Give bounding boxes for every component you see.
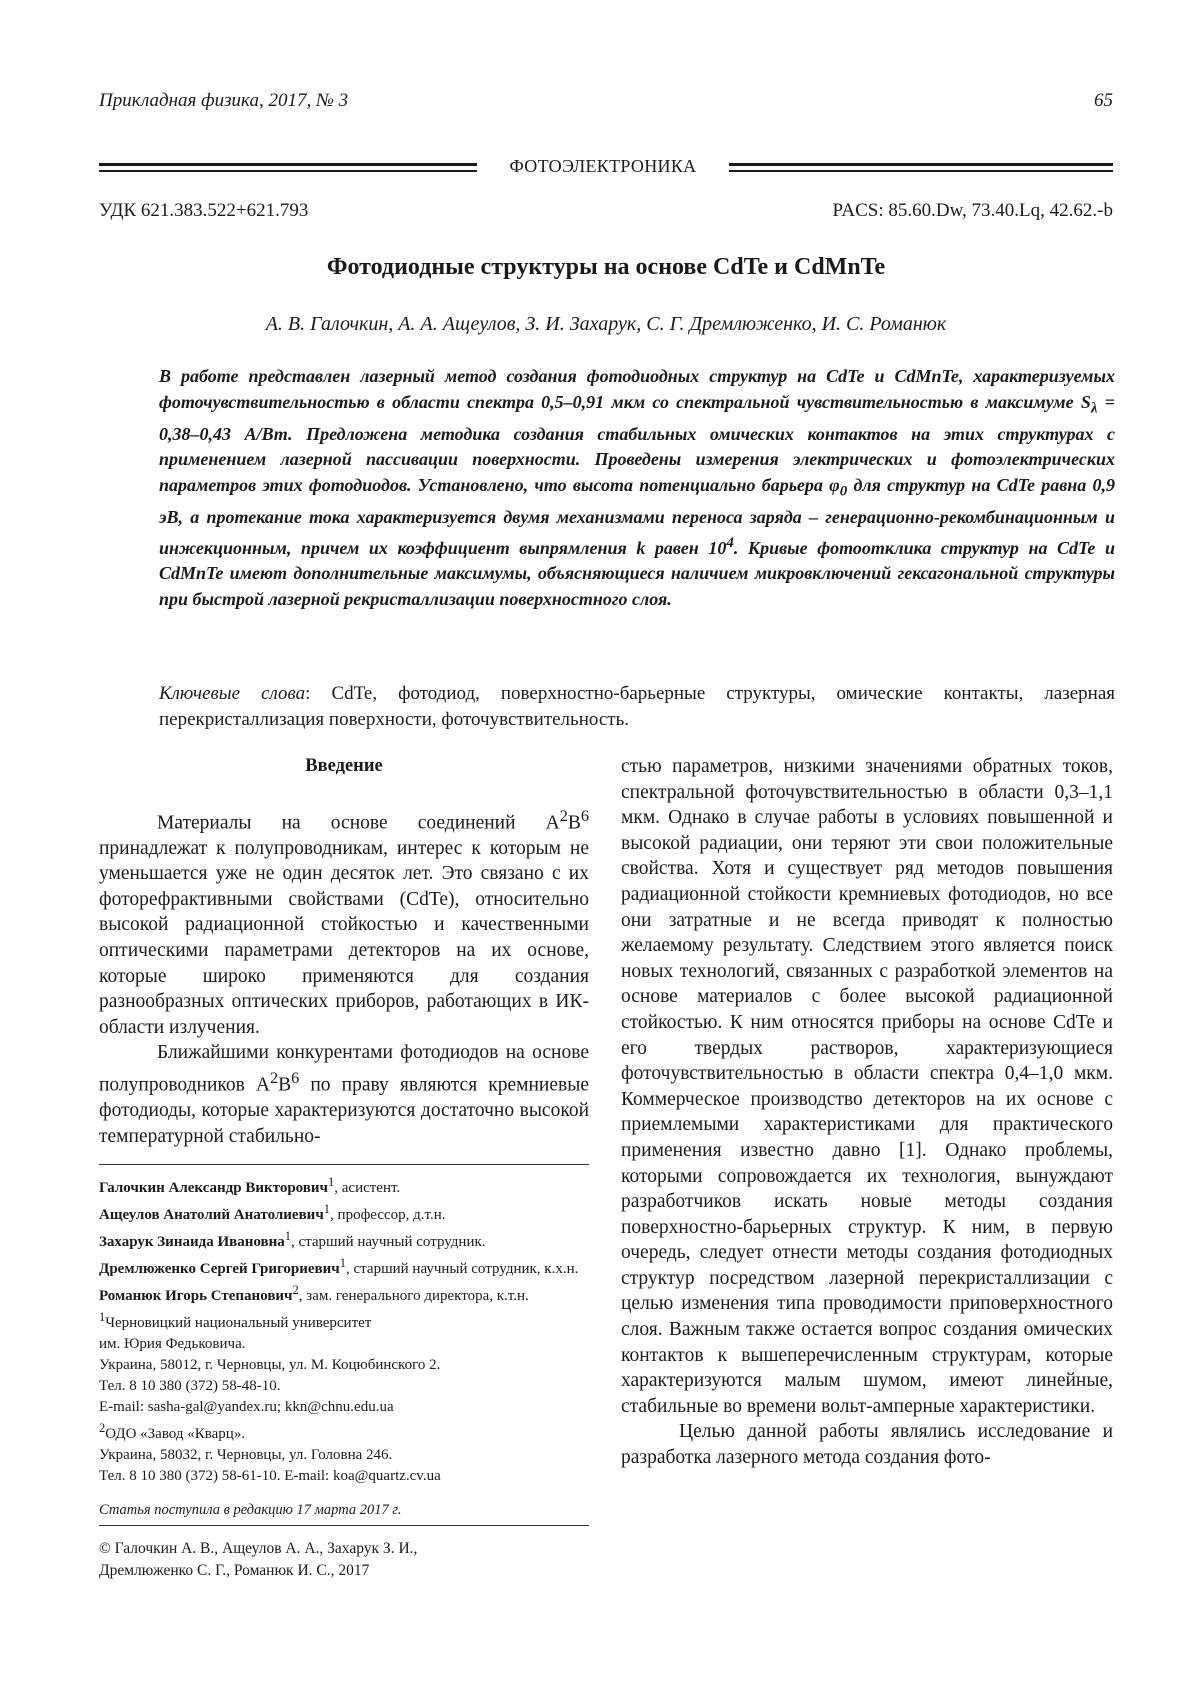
copyright-notice xyxy=(99,1538,589,1582)
section-label: ФОТОЭЛЕКТРОНИКА xyxy=(509,156,697,176)
abstract xyxy=(159,364,1115,613)
affiliation-line: Украина, 58032, г. Черновцы, ул. Головна 246. xyxy=(99,1447,393,1463)
footnote-author: Галочкин Александр Викторович$^1$, асистент. xyxy=(99,1175,401,1196)
keywords-label: Ключевые слова xyxy=(159,683,306,704)
abstract-text-4: . Кривые фотоотклика структур на CdTe и CdMnTe имеют дополнительные максимумы, объясняющиеся наличием микровключений гексагональной структуры при быстрой лазерной рекристаллизации поверхностного слоя. xyxy=(159,537,1115,609)
footnote-author: Дремлюженко Сергей Григориевич$^1$, старший научный сотрудник, к.х.н. xyxy=(99,1256,579,1277)
paragraph: Материалы на основе соединений $A^2B^6$ принадлежат к полупроводникам, интерес к которым не уменьшается уже не один десяток лет. Это связано с их фоторефрактивными свойствами (CdTe), относительно высокой радиационной стойкостью и качественными оптическими параметрами детекторов на их основе, которые широко применяются для создания разнообразных оптических приборов, работающих в ИК-области излучения. xyxy=(99,806,589,1038)
footnote-author: Ащеулов Анатолий Анатолиевич$^1$, профессор, д.т.н. xyxy=(99,1202,446,1223)
affiliation-line: Тел. 8 10 380 (372) 58-48-10. xyxy=(99,1378,281,1394)
received-date: Статья поступила в редакцию 17 марта 2017 г. xyxy=(99,1502,402,1518)
exponent: 4 xyxy=(726,534,734,551)
abstract-text-3: для структур на CdTe равна 0,9 эВ, а протекание тока характеризуется двумя механизмами переноса заряда – генерационно-рекомбинационным и инжекционным, причем их коэффициент выпрямления k равен 10 xyxy=(159,474,1115,558)
author-list: А. В. Галочкин, А. А. Ащеулов, З. И. Захарук, С. Г. Дремлюженко, И. С. Романюк xyxy=(265,313,947,335)
affiliation-line: Украина, 58012, г. Черновцы, ул. М. Коцюбинского 2. xyxy=(99,1357,441,1373)
pacs-code: PACS: 85.60.Dw, 73.40.Lq, 42.62.-b xyxy=(832,200,1113,221)
keywords-text: : CdTe, фотодиод, поверхностно-барьерные структуры, омические контакты, лазерная перекристаллизация поверхности, фоточувствительность. xyxy=(159,683,1115,730)
copyright-line: Дремлюженко С. Г., Романюк И. С., 2017 xyxy=(99,1562,370,1579)
abstract-text-1: В работе представлен лазерный метод создания фотодиодных структур на CdTe и CdMnTe, характеризуемых фоточувствительностью в области спектра 0,5–0,91 мкм со спектральной чувствительностью в максимуме xyxy=(159,366,1115,412)
copyright-divider xyxy=(99,1525,589,1526)
affiliation-1: $^1$Черновицкий национальный университет xyxy=(99,1310,372,1331)
journal-citation: Прикладная физика, 2017, № 3 xyxy=(99,90,349,111)
paragraph: стью параметров, низкими значениями обратных токов, спектральной фоточувствительностью в области 0,3–1,1 мкм. Однако в случае работы в условиях повышенной и высокой радиации, они теряют эти свои положительные свойства. Хотя и существует ряд методов повышения радиационной стойкости кремниевых фотодиодов, но все они затратные и не всегда приводят к полностью желаемому результату. Следствием этого является поиск новых технологий, связанных с разработкой элементов на основе материалов с более высокой радиационной стойкостью. К ним относятся приборы на основе CdTe и его твердых растворов, характеризующиеся фоточувствительностью в области спектра 0,4–1,0 мкм. Коммерческое производство детекторов на их основе с приемлемыми характеристиками для практического применения известно давно [1]. Однако проблемы, которыми сопровождается их технология, вынуждают разработчиков искать новые методы создания поверхностно-барьерных структур. К ним, в первую очередь, следует отнести методы создания фотодиодных структур посредством лазерной перекристаллизации с целью изменения типа проводимости приповерхностного слоя. Важным также остается вопрос создания омических контактов к вышеперечисленным структурам, которые характеризуются малым шумом, имеют линейные, стабильные во времени вольт-амперные характеристики. xyxy=(621,756,1113,1417)
paragraph: Целью данной работы являлись исследование и разработка лазерного метода создания фото- xyxy=(621,1421,1113,1469)
running-head xyxy=(99,90,1113,120)
phi-zero-symbol: $\varphi_0$ xyxy=(829,474,848,500)
section-rule-right xyxy=(729,163,1113,172)
classification-codes xyxy=(99,200,1113,226)
udc-code: УДК 621.383.522+621.793 xyxy=(99,200,309,221)
footnote-divider xyxy=(99,1164,589,1165)
section-rule-left xyxy=(99,163,477,172)
s-lambda-symbol: $S_\lambda$ xyxy=(1080,391,1098,417)
keywords xyxy=(159,681,1115,732)
author-footnotes xyxy=(99,1172,589,1487)
paragraph: Ближайшими конкурентами фотодиодов на основе полупроводников $A^2B^6$ по праву являются кремниевые фотодиоды, которые характеризуются достаточно высокой температурной стабильно- xyxy=(99,1042,589,1147)
page-number: 65 xyxy=(1094,90,1113,111)
footnote-author: Захарук Зинаида Ивановна$^1$, старший научный сотрудник. xyxy=(99,1229,486,1250)
affiliation-email: E-mail: sasha-gal@yandex.ru; kkn@chnu.edu.ua xyxy=(99,1399,394,1415)
abstract-text-2: = 0,38–0,43 А/Вт. Предложена методика создания стабильных омических контактов на этих структурах с применением лазерной пассивации поверхности. Проведены измерения электрических и фотоэлектрических параметров этих фотодиодов. Установлено, что высота потенциально барьера xyxy=(159,391,1115,495)
body-column-left xyxy=(99,754,589,1149)
affiliation-line: им. Юрия Федьковича. xyxy=(99,1336,246,1352)
footnote-author: Романюк Игорь Степанович$^2$, зам. генерального директора, к.т.н. xyxy=(99,1283,529,1304)
body-column-right xyxy=(621,754,1113,1471)
section-heading-introduction: Введение xyxy=(305,756,383,776)
section-banner xyxy=(99,156,1113,182)
copyright-line: © Галочкин А. В., Ащеулов А. А., Захарук З. И., xyxy=(99,1540,418,1557)
article-title: Фотодиодные структуры на основе CdTe и CdMnTe xyxy=(326,254,886,280)
affiliation-2: $^2$ОДО «Завод «Кварц». xyxy=(99,1421,246,1442)
affiliation-line: Тел. 8 10 380 (372) 58-61-10. E-mail: koa@quartz.cv.ua xyxy=(99,1468,441,1484)
